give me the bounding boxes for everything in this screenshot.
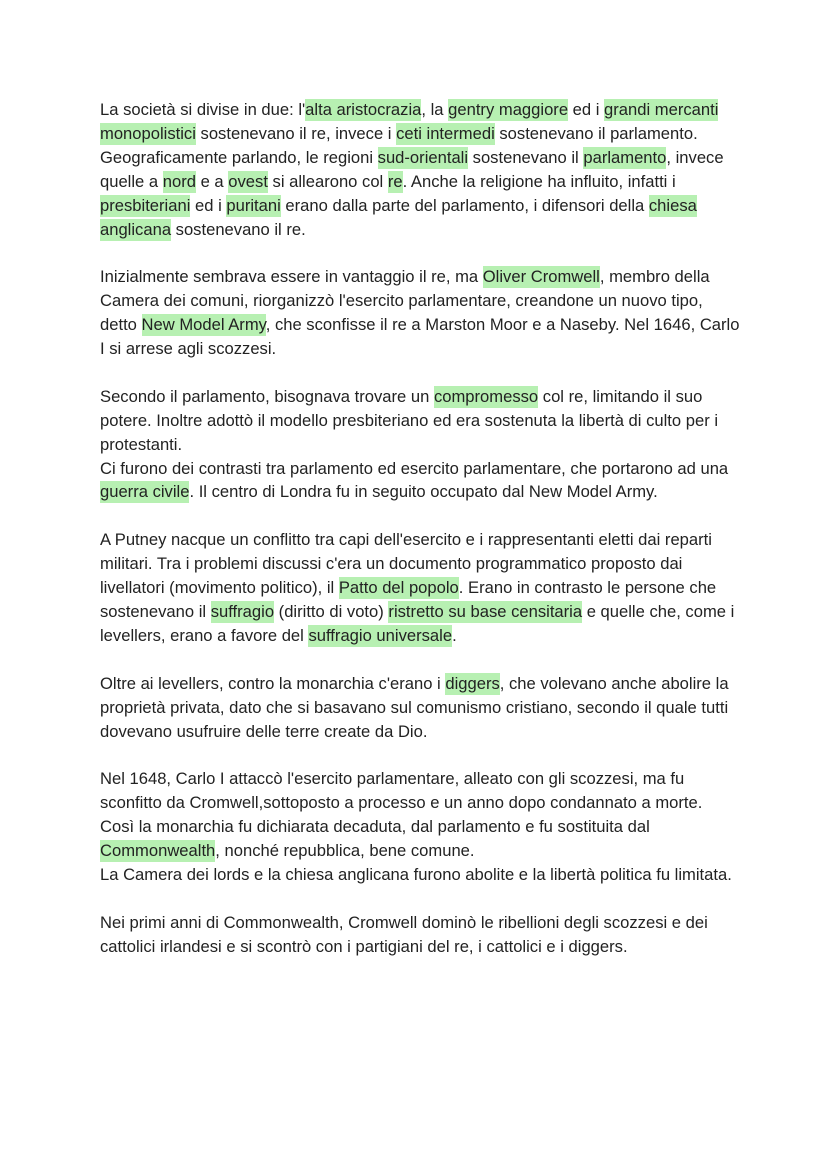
paragraph xyxy=(100,911,740,959)
text-run: (diritto di voto) xyxy=(274,601,389,621)
highlighted-term: Oliver Cromwell xyxy=(482,267,600,287)
paragraph-spacer xyxy=(100,504,740,528)
text-run: . Il centro di Londra fu in seguito occupato dal New Model Army. xyxy=(189,482,658,502)
text-run: Ci furono dei contrasti tra parlamento ed esercito parlamentare, che portarono ad una xyxy=(100,458,729,478)
highlighted-term: re xyxy=(387,171,403,191)
highlighted-term: ristretto su base censitaria xyxy=(388,601,583,621)
paragraph xyxy=(100,265,740,361)
paragraph xyxy=(100,528,740,648)
highlighted-term: guerra civile xyxy=(100,482,190,502)
highlighted-term: compromesso xyxy=(433,386,539,406)
highlighted-term: New Model Army xyxy=(141,315,266,335)
highlighted-term: Patto del popolo xyxy=(338,578,459,598)
highlighted-term: presbiteriani xyxy=(100,195,191,215)
paragraph-spacer xyxy=(100,361,740,385)
text-run: Oltre ai levellers, contro la monarchia c'erano i xyxy=(100,673,446,693)
text-run: La Camera dei lords e la chiesa anglicana furono abolite e la libertà politica fu limitata. xyxy=(100,864,732,884)
highlighted-term: suffragio xyxy=(210,601,275,621)
paragraph xyxy=(100,767,740,863)
text-run: Geograficamente parlando, le regioni xyxy=(100,147,378,167)
text-run: , nonché repubblica, bene comune. xyxy=(215,841,475,861)
highlighted-term: Commonwealth xyxy=(100,841,216,861)
text-run: sostenevano il xyxy=(468,147,584,167)
text-run: Nei primi anni di Commonwealth, Cromwell dominò le ribellioni degli scozzesi e dei cattolici irlandesi e si scontrò con i partigiani del re, i cattolici e i diggers. xyxy=(100,912,708,956)
text-run: . Erano in contrasto le persone che sostenevano il xyxy=(100,578,717,621)
text-run: Nel 1648, Carlo I attaccò l'esercito parlamentare, alleato con gli scozzesi, ma fu sconfitto da Cromwell,sottoposto a processo e un anno dopo condannato a morte. Così la monarchia fu dichiarata decaduta, dal parlamento e fu sostituita dal xyxy=(100,769,703,837)
document-page xyxy=(100,98,740,959)
text-run: e quelle che, come i levellers, erano a favore del xyxy=(100,601,735,645)
paragraph xyxy=(100,385,740,457)
highlighted-term: ceti intermedi xyxy=(396,123,495,143)
highlighted-term: ovest xyxy=(228,171,268,191)
text-run: . xyxy=(452,625,457,645)
text-run: A Putney nacque un conflitto tra capi dell'esercito e i rappresentanti eletti dai reparti militari. Tra i problemi discussi c'era un documento programmatico proposto dai livellatori (movimento politico), il xyxy=(100,530,712,598)
paragraph-spacer xyxy=(100,241,740,265)
paragraph xyxy=(100,863,740,887)
text-run: Secondo il parlamento, bisognava trovare un xyxy=(100,386,434,406)
text-run: sostenevano il parlamento. xyxy=(494,123,698,143)
text-run: si allearono col xyxy=(267,171,388,191)
text-run: . Anche la religione ha influito, infatti i xyxy=(402,171,676,191)
highlighted-term: sud-orientali xyxy=(377,147,469,167)
text-run: , che sconfisse il re a Marston Moor e a Naseby. Nel 1646, Carlo I si arrese agli scozzesi. xyxy=(100,315,740,359)
paragraph-spacer xyxy=(100,887,740,911)
paragraph xyxy=(100,98,740,146)
text-run: e a xyxy=(195,171,229,191)
text-run: , che volevano anche abolire la proprietà privata, dato che si basavano sul comunismo cristiano, secondo il quale tutti dovevano usufruire delle terre create da Dio. xyxy=(100,673,729,741)
text-run: La società si divise in due: l' xyxy=(100,100,306,119)
text-run: erano dalla parte del parlamento, i difensori della xyxy=(280,195,649,215)
paragraph-spacer xyxy=(100,648,740,672)
highlighted-term: diggers xyxy=(445,673,500,693)
text-run: , membro della Camera dei comuni, riorganizzò l'esercito parlamentare, creandone un nuovo tipo, detto xyxy=(100,267,710,335)
highlighted-term: puritani xyxy=(226,195,281,215)
text-run: ed i xyxy=(190,195,227,215)
text-run: , la xyxy=(421,100,449,119)
text-run: , invece quelle a xyxy=(100,147,724,191)
highlighted-term: gentry maggiore xyxy=(448,100,569,119)
text-run: sostenevano il re. xyxy=(171,219,306,239)
highlighted-term: alta aristocrazia xyxy=(305,100,422,119)
text-run: Inizialmente sembrava essere in vantaggio il re, ma xyxy=(100,267,483,287)
highlighted-term: chiesa anglicana xyxy=(100,195,697,239)
highlighted-term: suffragio universale xyxy=(308,625,453,645)
highlighted-term: grandi mercanti monopolistici xyxy=(100,100,719,143)
paragraph-spacer xyxy=(100,743,740,767)
text-run: col re, limitando il suo potere. Inoltre adottò il modello presbiteriano ed era sostenuta la libertà di culto per i protestanti. xyxy=(100,386,719,454)
text-run: ed i xyxy=(568,100,605,119)
highlighted-term: parlamento xyxy=(583,147,667,167)
paragraph xyxy=(100,457,740,505)
paragraph xyxy=(100,146,740,242)
paragraph xyxy=(100,672,740,744)
highlighted-term: nord xyxy=(162,171,196,191)
text-run: sostenevano il re, invece i xyxy=(195,123,397,143)
